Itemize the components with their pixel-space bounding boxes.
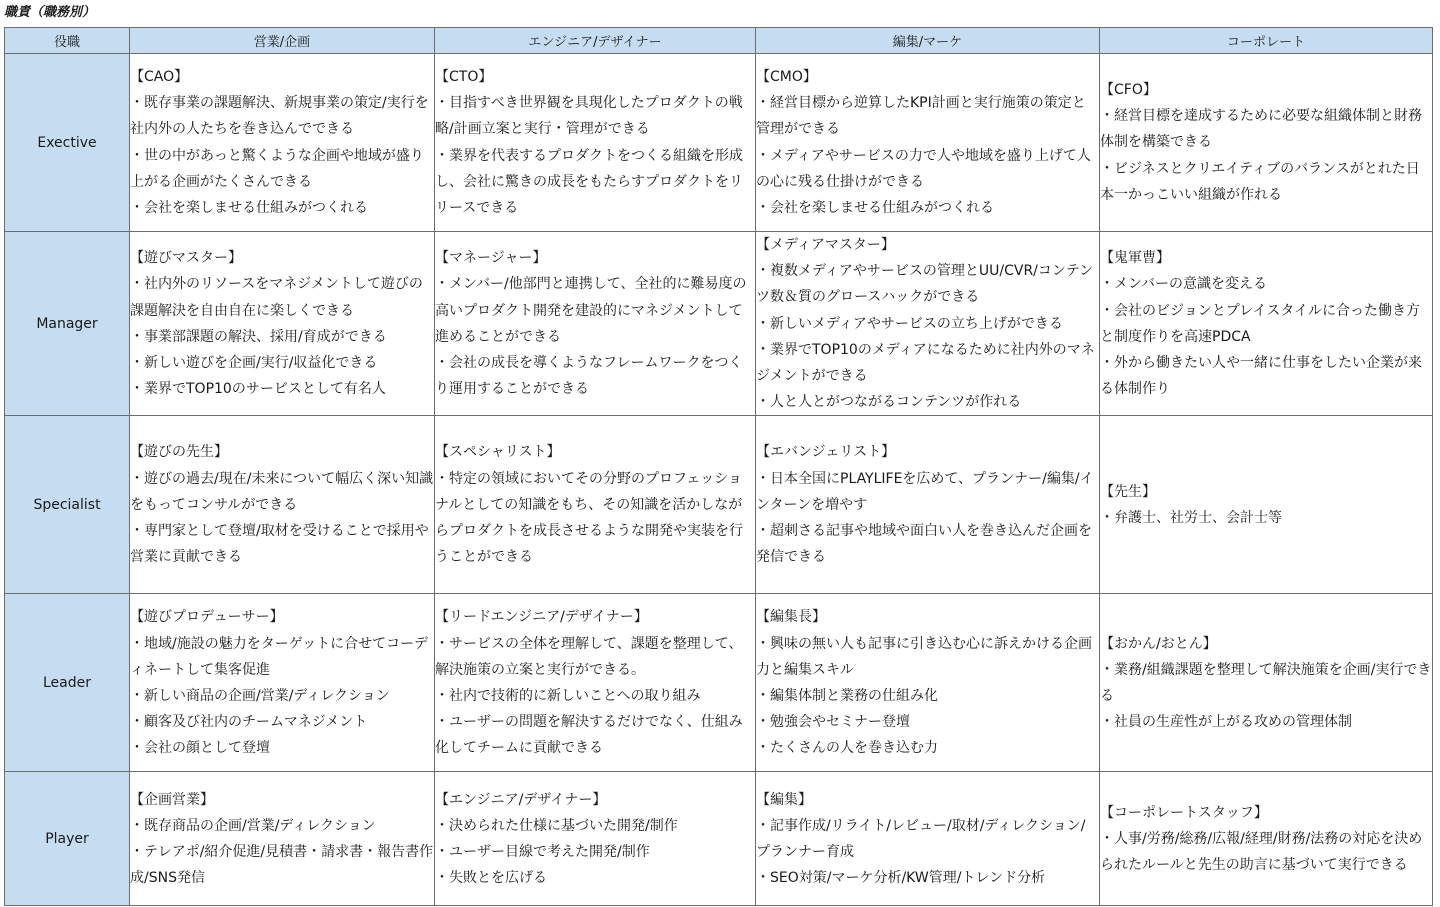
duty-item: ・サービスの全体を理解して、課題を整理して、解決施策の立案と実行ができる。 xyxy=(435,635,743,678)
duty-item: ・新しい遊びを企画/実行/収益化できる xyxy=(130,354,378,371)
duty-item: ・外から働きたい人や一緒に仕事をしたい企業が来る体制作り xyxy=(1100,354,1422,398)
duty-item: ・決められた仕様に基づいた開発/制作 xyxy=(435,817,678,834)
duty-item: ・既存事業の課題解決、新規事業の策定/実行を社内外の人たちを巻き込んでできる xyxy=(130,95,429,138)
duty-item: ・弁護士、社労士、会計士等 xyxy=(1100,509,1282,526)
duty-item: ・世の中があっと驚くような企画や地域が盛り上がる企画がたくさんできる xyxy=(130,147,424,190)
cell-sales-planning xyxy=(130,772,435,906)
sheet-title: 職責（職務別） xyxy=(4,5,96,20)
duty-item: ・新しい商品の企画/営業/ディレクション xyxy=(130,687,390,704)
duty-item: ・ユーザー目線で考えた開発/制作 xyxy=(435,843,650,860)
table-row xyxy=(5,772,1433,906)
duty-item: ・既存商品の企画/営業/ディレクション xyxy=(130,817,376,834)
table-row xyxy=(5,54,1433,232)
position-title: 【CAO】 xyxy=(130,68,189,85)
duty-item: ・地域/施設の魅力をターゲットに合せてコーディネートして集客促進 xyxy=(130,635,429,678)
position-title: 【遊びプロデューサー】 xyxy=(130,609,284,626)
duty-item: ・会社の顔として登壇 xyxy=(130,740,270,757)
duty-item: ・記事作成/リライト/レビュー/取材/ディレクション/プランナー育成 xyxy=(756,817,1086,860)
duty-item: ・事業部課題の解決、採用/育成ができる xyxy=(130,328,387,345)
table-row xyxy=(5,594,1433,772)
duty-item: ・業界でTOP10のサービスとして有名人 xyxy=(130,381,386,398)
cell-corporate xyxy=(1100,772,1433,906)
position-title: 【編集長】 xyxy=(756,609,826,626)
duty-item: ・遊びの過去/現在/未来について幅広く深い知識をもってコンサルができる xyxy=(130,470,434,513)
duty-item: ・超刺さる記事や地域や面白い人を巻き込んだ企画を発信できる xyxy=(756,523,1092,566)
cell-engineer-designer xyxy=(435,772,756,906)
duty-item: ・勉強会やセミナー登壇 xyxy=(756,714,910,731)
cell-corporate xyxy=(1100,54,1433,232)
duty-item: ・ビジネスとクリエイティブのバランスがとれた日本一かっこいい組織が作れる xyxy=(1100,160,1420,203)
position-title: 【CFO】 xyxy=(1100,81,1157,98)
duty-item: ・複数メディアやサービスの管理とUU/CVR/コンテンツ数＆質のグロースハックができる xyxy=(756,263,1094,306)
header-editorial-marketing: 編集/マーケ xyxy=(756,28,1100,54)
duty-item: ・会社の成長を導くようなフレームワークをつくり運用することができる xyxy=(435,354,743,398)
header-row xyxy=(5,28,1433,54)
duty-item: ・編集体制と業務の仕組み化 xyxy=(756,687,938,704)
role-cell: Manager xyxy=(5,232,130,416)
cell-editorial-marketing xyxy=(756,232,1100,416)
position-title: 【遊びの先生】 xyxy=(130,444,228,461)
duty-item: ・社内外のリソースをマネジメントして遊びの課題解決を自由自在に楽しくできる xyxy=(130,276,423,319)
table-row xyxy=(5,416,1433,594)
position-title: 【メディアマスター】 xyxy=(756,237,895,253)
cell-engineer-designer xyxy=(435,232,756,416)
position-title: 【スペシャリスト】 xyxy=(435,444,561,461)
position-title: 【編集】 xyxy=(756,791,812,808)
position-title: 【エバンジェリスト】 xyxy=(756,444,896,461)
duty-item: ・興味の無い人も記事に引き込む心に訴えかける企画力と編集スキル xyxy=(756,635,1092,678)
duty-item: ・業務/組織課題を整理して解決施策を企画/実行できる xyxy=(1100,661,1432,704)
duty-item: ・SEO対策/マーケ分析/KW管理/トレンド分析 xyxy=(756,870,1046,887)
duty-item: ・新しいメディアやサービスの立ち上げができる xyxy=(756,315,1063,332)
cell-corporate xyxy=(1100,416,1433,594)
role-cell: Leader xyxy=(5,594,130,772)
position-title: 【おかん/おとん】 xyxy=(1100,635,1217,652)
duty-item: ・人事/労務/総務/広報/経理/財務/法務の対応を決められたルールと先生の助言に基づいて実行できる xyxy=(1100,830,1423,874)
duty-item: ・経営目標を達成するために必要な組織体制と財務体制を構築できる xyxy=(1100,108,1422,151)
position-title: 【マネージャー】 xyxy=(435,250,547,267)
header-corporate: コーポレート xyxy=(1100,28,1433,54)
position-title: 【CMO】 xyxy=(756,68,817,85)
table-row xyxy=(5,232,1433,416)
duty-item: ・業界でTOP10のメディアになるために社内外のマネジメントができる xyxy=(756,341,1095,385)
position-title: 【遊びマスター】 xyxy=(130,250,242,267)
duty-item: ・日本全国にPLAYLIFEを広めて、プランナー/編集/インターンを増やす xyxy=(756,470,1094,513)
duty-item: ・会社のビジョンとプレイスタイルに合った働き方と制度作りを高速PDCA xyxy=(1100,302,1421,345)
duty-item: ・特定の領域においてその分野のプロフェッショナルとしての知識をもち、その知識を活かしながらプロダクトを成長させるような開発や実装を行うことができる xyxy=(435,470,743,566)
position-title: 【企画営業】 xyxy=(130,791,214,808)
cell-engineer-designer xyxy=(435,594,756,772)
cell-engineer-designer xyxy=(435,54,756,232)
duty-item: ・ユーザーの問題を解決するだけでなく、仕組み化してチームに貢献できる xyxy=(435,714,743,757)
cell-sales-planning xyxy=(130,54,435,232)
duty-item: ・メンバーの意識を変える xyxy=(1100,276,1268,293)
duty-item: ・テレアポ/紹介促進/見積書・請求書・報告書作成/SNS発信 xyxy=(130,843,434,887)
header-sales-planning: 営業/企画 xyxy=(130,28,435,54)
cell-sales-planning xyxy=(130,416,435,594)
duties-table xyxy=(4,27,1433,906)
role-cell: Specialist xyxy=(5,416,130,594)
role-cell: Player xyxy=(5,772,130,906)
duty-item: ・経営目標から逆算したKPI計画と実行施策の策定と管理ができる xyxy=(756,95,1086,138)
duty-item: ・会社を楽しませる仕組みがつくれる xyxy=(130,199,368,216)
duty-item: ・業界を代表するプロダクトをつくる組織を形成し、会社に驚きの成長をもたらすプロダクトをリリースできる xyxy=(435,147,743,216)
header-engineer-designer: エンジニア/デザイナー xyxy=(435,28,756,54)
duty-item: ・顧客及び社内のチームマネジメント xyxy=(130,714,368,731)
cell-sales-planning xyxy=(130,594,435,772)
cell-editorial-marketing xyxy=(756,54,1100,232)
position-title: 【コーポレートスタッフ】 xyxy=(1100,804,1268,821)
header-role: 役職 xyxy=(5,28,130,54)
duty-item: ・失敗とを広げる xyxy=(435,870,547,887)
duty-item: ・社内で技術的に新しいことへの取り組み xyxy=(435,687,701,704)
cell-engineer-designer xyxy=(435,416,756,594)
cell-editorial-marketing xyxy=(756,772,1100,906)
cell-editorial-marketing xyxy=(756,416,1100,594)
duty-item: ・目指すべき世界観を具現化したプロダクトの戦略/計画立案と実行・管理ができる xyxy=(435,95,743,138)
position-title: 【鬼軍曹】 xyxy=(1100,250,1170,267)
cell-corporate xyxy=(1100,594,1433,772)
duty-item: ・メンバー/他部門と連携して、全社的に難易度の高いプロダクト開発を建設的にマネジメントして進めることができる xyxy=(435,276,747,345)
duty-item: ・たくさんの人を巻き込む力 xyxy=(756,740,938,757)
position-title: 【リードエンジニア/デザイナー】 xyxy=(435,609,648,626)
role-cell: Exective xyxy=(5,54,130,232)
cell-corporate xyxy=(1100,232,1433,416)
cell-editorial-marketing xyxy=(756,594,1100,772)
duty-item: ・会社を楽しませる仕組みがつくれる xyxy=(756,199,994,216)
position-title: 【エンジニア/デザイナー】 xyxy=(435,791,607,808)
position-title: 【CTO】 xyxy=(435,68,493,85)
duty-item: ・専門家として登壇/取材を受けることで採用や営業に貢献できる xyxy=(130,523,429,566)
duty-item: ・人と人とがつながるコンテンツが作れる xyxy=(756,394,1022,411)
cell-sales-planning xyxy=(130,232,435,416)
duty-item: ・社員の生産性が上がる攻めの管理体制 xyxy=(1100,714,1352,731)
duty-item: ・メディアやサービスの力で人や地域を盛り上げて人の心に残る仕掛けができる xyxy=(756,147,1091,190)
position-title: 【先生】 xyxy=(1100,483,1156,500)
